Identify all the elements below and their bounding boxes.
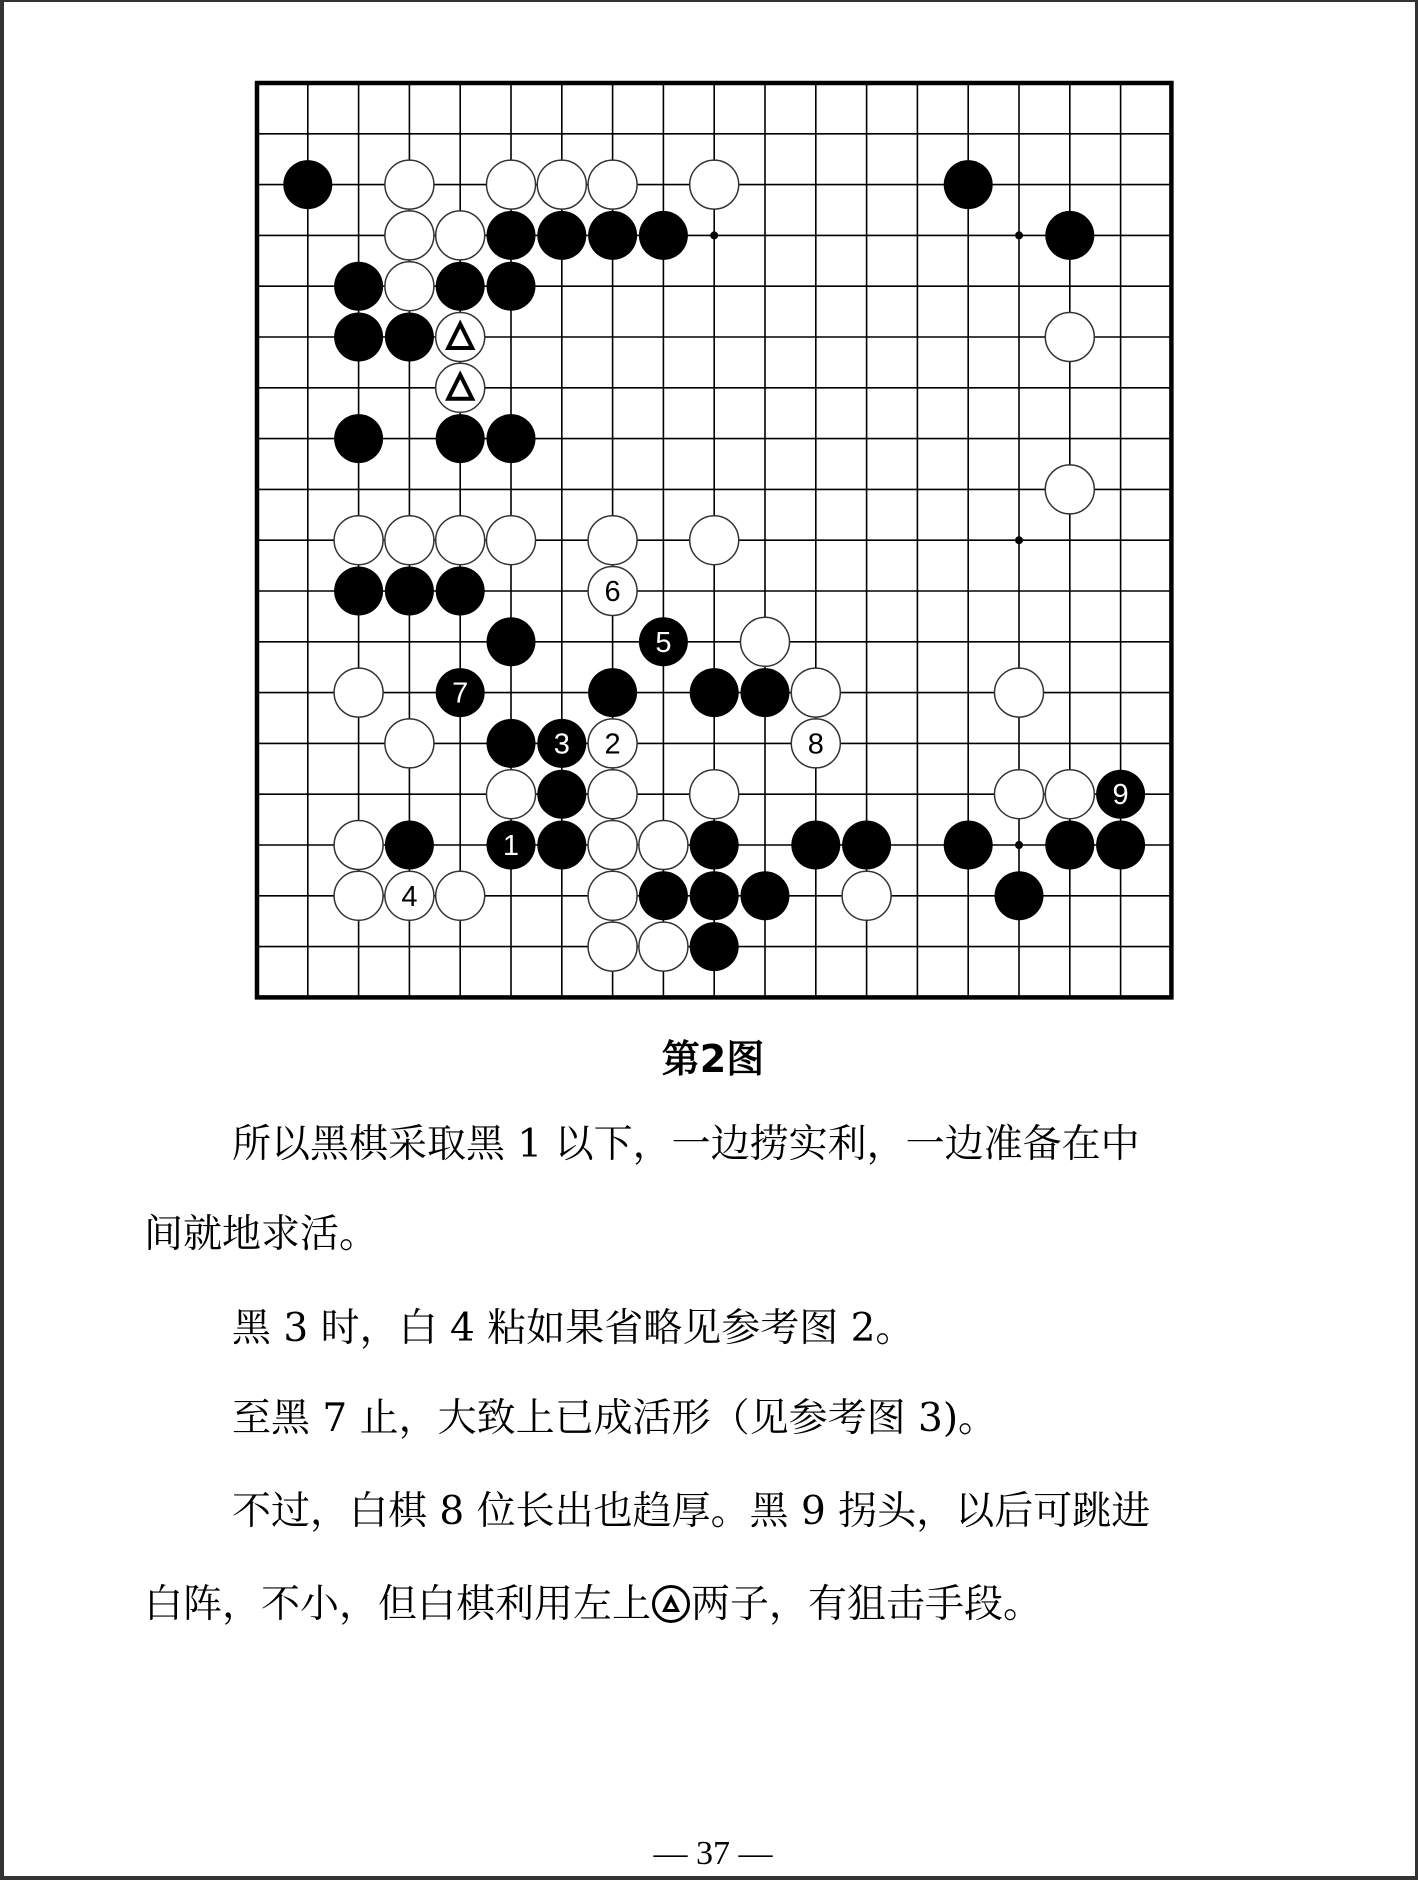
move-number: 2 (604, 728, 621, 761)
white-stone (334, 668, 383, 717)
white-stone (1045, 770, 1094, 819)
star-point (1015, 536, 1023, 544)
black-stone (741, 871, 790, 920)
black-stone (436, 567, 485, 616)
paragraph-text: 至黑 7 止，大致上已成活形（见参考图 3)。 (232, 1396, 998, 1441)
white-stone (385, 719, 434, 768)
white-stone (334, 516, 383, 565)
black-stone (385, 313, 434, 362)
white-stone (334, 871, 383, 920)
black-stone (487, 262, 536, 311)
white-stone (995, 668, 1044, 717)
black-stone (385, 821, 434, 870)
white-stone (385, 211, 434, 260)
text-before-marker: 白阵，不小，但白棋利用左上 (144, 1582, 652, 1627)
black-stone (283, 160, 332, 209)
go-board-diagram (244, 70, 1184, 1014)
black-stone (944, 821, 993, 870)
black-stone (436, 262, 485, 311)
paragraph-text: 所以黑棋采取黑 1 以下，一边捞实利，一边准备在中 (232, 1122, 1140, 1167)
white-stone (436, 211, 485, 260)
black-stone (1096, 821, 1145, 870)
black-stone (487, 414, 536, 463)
go-board (244, 70, 1184, 1014)
black-stone (944, 160, 993, 209)
white-stone (639, 821, 688, 870)
white-stone (385, 516, 434, 565)
white-stone (487, 160, 536, 209)
black-stone (588, 211, 637, 260)
black-stone (690, 821, 739, 870)
black-stone (537, 821, 586, 870)
white-stone (690, 516, 739, 565)
figure-caption: 第2图 (661, 1037, 765, 1081)
white-stone (588, 871, 637, 920)
black-stone (842, 821, 891, 870)
white-stone (842, 871, 891, 920)
black-stone (741, 668, 790, 717)
white-stone (1045, 465, 1094, 514)
white-stone (588, 821, 637, 870)
black-stone (487, 211, 536, 260)
page-number: — 37 — (653, 1835, 773, 1872)
white-stone (436, 871, 485, 920)
black-stone (487, 719, 536, 768)
move-number: 9 (1112, 779, 1129, 812)
white-stone (639, 922, 688, 971)
move-number: 6 (604, 576, 621, 608)
black-stone (588, 668, 637, 717)
star-point (1015, 841, 1023, 849)
white-stone (588, 922, 637, 971)
black-stone (639, 871, 688, 920)
paragraph-text: 间就地求活。 (144, 1212, 379, 1257)
white-stone (588, 516, 637, 565)
white-stone (690, 770, 739, 819)
black-stone (639, 211, 688, 260)
white-stone (741, 617, 790, 666)
white-stone (334, 821, 383, 870)
move-number: 3 (553, 728, 570, 761)
black-stone (385, 567, 434, 616)
white-stone (588, 160, 637, 209)
move-number: 1 (502, 830, 520, 862)
white-stone (995, 770, 1044, 819)
move-number: 8 (807, 728, 824, 761)
white-stone (385, 160, 434, 209)
black-stone (436, 414, 485, 463)
black-stone (1045, 211, 1094, 260)
white-stone (588, 770, 637, 819)
black-stone (334, 313, 383, 362)
triangle-circle-icon (652, 1585, 690, 1623)
star-point (710, 231, 718, 239)
star-point (1015, 231, 1023, 239)
black-stone (995, 871, 1044, 920)
white-stone (385, 262, 434, 311)
text-after-marker: 两子，有狙击手段。 (691, 1582, 1043, 1627)
white-stone (436, 516, 485, 565)
white-stone (1045, 313, 1094, 362)
black-stone (690, 668, 739, 717)
white-stone (487, 770, 536, 819)
black-stone (690, 871, 739, 920)
white-stone (487, 516, 536, 565)
white-stone (537, 160, 586, 209)
paragraph-text: 黑 3 时，白 4 粘如果省略见参考图 2。 (232, 1306, 915, 1351)
black-stone (537, 770, 586, 819)
black-stone (334, 262, 383, 311)
black-stone (487, 617, 536, 666)
black-stone (791, 821, 840, 870)
paragraph-text: 不过，白棋 8 位长出也趋厚。黑 9 拐头，以后可跳进 (232, 1489, 1151, 1534)
black-stone (1045, 821, 1094, 870)
move-number: 4 (401, 880, 418, 913)
move-number: 5 (655, 626, 672, 659)
move-number: 7 (452, 677, 469, 710)
black-stone (690, 922, 739, 971)
white-stone (690, 160, 739, 209)
white-stone (791, 668, 840, 717)
paragraph-text (144, 1582, 1042, 1628)
black-stone (334, 567, 383, 616)
black-stone (334, 414, 383, 463)
black-stone (537, 211, 586, 260)
